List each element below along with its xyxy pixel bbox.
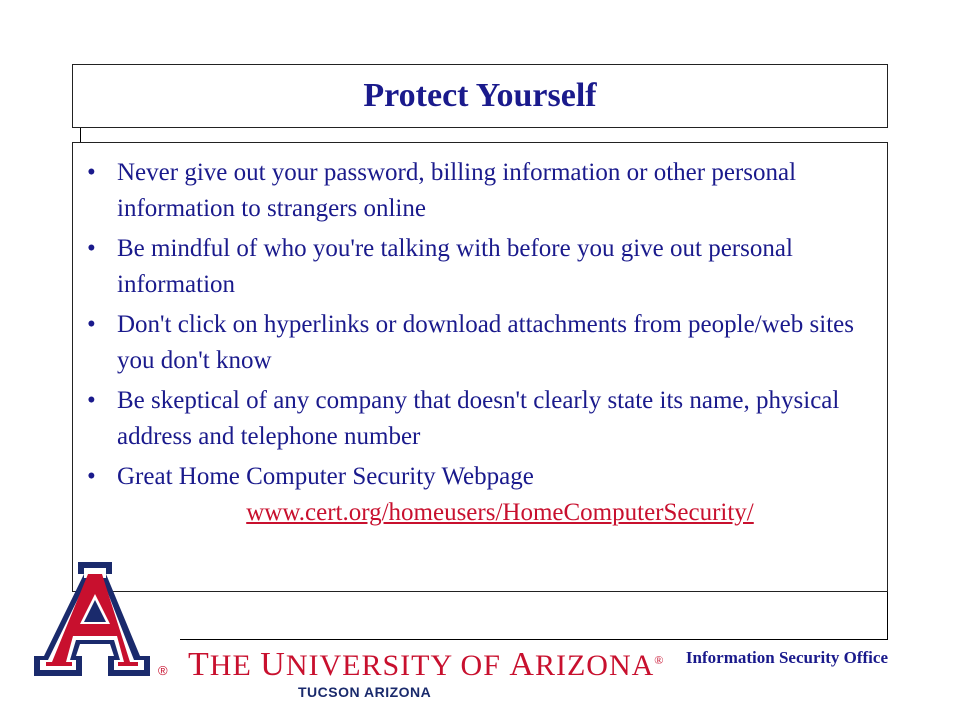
frame-left-line [80, 128, 81, 142]
bullet-dot-icon: • [87, 159, 96, 186]
link-line [73, 495, 887, 531]
bullet-dot-icon: • [87, 387, 96, 414]
wordmark-main: THE UNIVERSITY OF ARIZONA® [188, 646, 665, 683]
bullet-item: • Don't click on hyperlinks or download attachments from people/web sites you don't know [117, 307, 871, 379]
content-box [72, 142, 888, 592]
bullet-dot-icon: • [87, 311, 96, 338]
wordmark-registered-mark: ® [654, 653, 665, 667]
office-name: Information Security Office [685, 648, 888, 667]
bullet-list [73, 143, 887, 495]
bullet-item: • Be mindful of who you're talking with before you give out personal information [117, 231, 871, 303]
footer-divider-line [180, 639, 888, 640]
bullet-dot-icon: • [87, 235, 96, 262]
cert-link[interactable]: www.cert.org/homeusers/HomeComputerSecurity/ [246, 499, 754, 526]
slide-title: Protect Yourself [363, 77, 597, 114]
bullet-dot-icon: • [87, 463, 96, 490]
logo-registered-mark: ® [158, 663, 168, 678]
bullet-item: • Be skeptical of any company that doesn't clearly state its name, physical address and telephone number [117, 383, 871, 455]
wordmark-sub: TUCSON ARIZONA [298, 684, 432, 700]
frame-right-line [887, 592, 888, 640]
block-a-logo-icon [30, 560, 160, 685]
university-wordmark [188, 644, 664, 700]
title-box [72, 64, 888, 128]
bullet-item: • Never give out your password, billing information or other personal information to strangers online [117, 155, 871, 227]
bullet-item: • Great Home Computer Security Webpage [117, 459, 871, 495]
